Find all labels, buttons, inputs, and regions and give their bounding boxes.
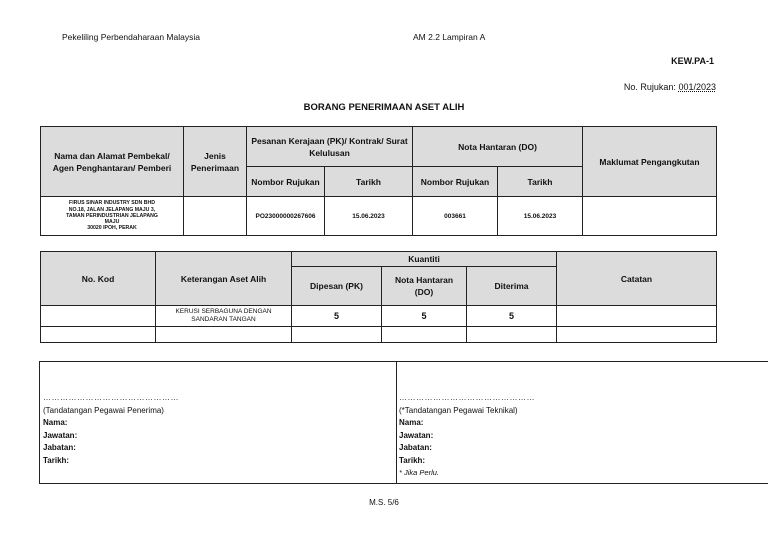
table-row	[41, 306, 717, 327]
receipt-type-cell	[184, 197, 247, 236]
ordered-qty-cell	[292, 327, 382, 343]
position-label: Jawatan:	[43, 430, 78, 440]
supplier-name: FIRUS SINAR INDUSTRY SDN BHD	[69, 200, 155, 207]
transport-info-header: Maklumat Pengangkutan	[583, 127, 717, 197]
signature-line: …………………………………………	[399, 393, 535, 402]
description-cell	[156, 327, 292, 343]
transport-info-cell	[583, 197, 717, 236]
code-header: No. Kod	[41, 252, 156, 306]
do-qty-cell	[382, 327, 467, 343]
ordered-qty-cell: 5	[292, 306, 382, 327]
remarks-cell	[557, 306, 717, 327]
supplier-address-line: NO.18, JALAN JELAPANG MAJU 3,	[68, 206, 156, 213]
description-header: Keterangan Aset Alih	[156, 252, 292, 306]
order-date-cell: 15.06.2023	[325, 197, 413, 236]
date-label: Tarikh:	[43, 455, 70, 465]
supplier-address-line: 30020 IPOH, PERAK	[87, 225, 137, 232]
description-cell: KERUSI SERBAGUNA DENGAN SANDARAN TANGAN	[156, 306, 292, 327]
quantity-header: Kuantiti	[292, 252, 557, 267]
reference-value: 001/2023	[678, 82, 716, 92]
name-label: Nama:	[43, 418, 68, 427]
do-date-header: Tarikh	[498, 167, 583, 197]
order-date-header: Tarikh	[325, 167, 413, 197]
do-qty-cell: 5	[382, 306, 467, 327]
code-cell	[41, 306, 156, 327]
do-qty-header: Nota Hantaran (DO)	[382, 267, 467, 306]
table-row	[41, 327, 717, 343]
supplier-header: Nama dan Alamat Pembekal/ Agen Penghantaran/ Pemberi	[41, 127, 184, 197]
technical-signature-section	[396, 362, 768, 483]
appendix-reference: AM 2.2 Lampiran A	[413, 32, 486, 42]
supplier-address-line: MAJU	[104, 219, 120, 226]
department-label: Jabatan:	[43, 443, 76, 452]
code-cell	[41, 327, 156, 343]
signature-line: …………………………………………	[43, 393, 179, 402]
reference-label: No. Rujukan:	[623, 82, 676, 92]
circular-reference: Pekeliling Perbendaharaan Malaysia	[62, 32, 200, 42]
receipt-type-header: Jenis Penerimaan	[184, 127, 247, 197]
delivery-note-header: Nota Hantaran (DO)	[413, 127, 583, 167]
remarks-cell	[557, 327, 717, 343]
receiver-signature-section	[40, 362, 397, 483]
order-ref-cell: PO23000000267606	[247, 197, 325, 236]
asset-items-table	[40, 251, 717, 343]
receiver-caption: (Tandatangan Pegawai Penerima)	[43, 405, 164, 415]
signature-block	[39, 361, 768, 484]
do-ref-cell: 003661	[413, 197, 498, 236]
order-header: Pesanan Kerajaan (PK)/ Kontrak/ Surat Kelulusan	[247, 127, 413, 167]
ordered-qty-header: Dipesan (PK)	[292, 267, 382, 306]
reference-number	[624, 82, 716, 92]
supplier-address-line: TAMAN PERINDUSTRIAN JELAPANG	[66, 212, 158, 219]
delivery-details-table	[40, 126, 717, 236]
date-label: Tarikh:	[399, 455, 426, 465]
name-label: Nama:	[399, 418, 424, 427]
remarks-header: Catatan	[557, 252, 717, 306]
department-label: Jabatan:	[399, 443, 432, 452]
supplier-address-cell	[41, 197, 184, 236]
received-qty-cell: 5	[467, 306, 557, 327]
order-ref-header: Nombor Rujukan	[247, 167, 325, 197]
if-required-note: * Jika Perlu.	[399, 468, 440, 477]
form-title: BORANG PENERIMAAN ASET ALIH	[303, 102, 465, 113]
received-qty-header: Diterima	[467, 267, 557, 306]
received-qty-cell	[467, 327, 557, 343]
page-number: M.S. 5/6	[369, 498, 399, 507]
do-ref-header: Nombor Rujukan	[413, 167, 498, 197]
position-label: Jawatan:	[399, 430, 434, 440]
form-code: KEW.PA-1	[671, 56, 714, 66]
do-date-cell: 15.06.2023	[498, 197, 583, 236]
technical-caption: (*Tandatangan Pegawai Teknikal)	[399, 405, 518, 415]
